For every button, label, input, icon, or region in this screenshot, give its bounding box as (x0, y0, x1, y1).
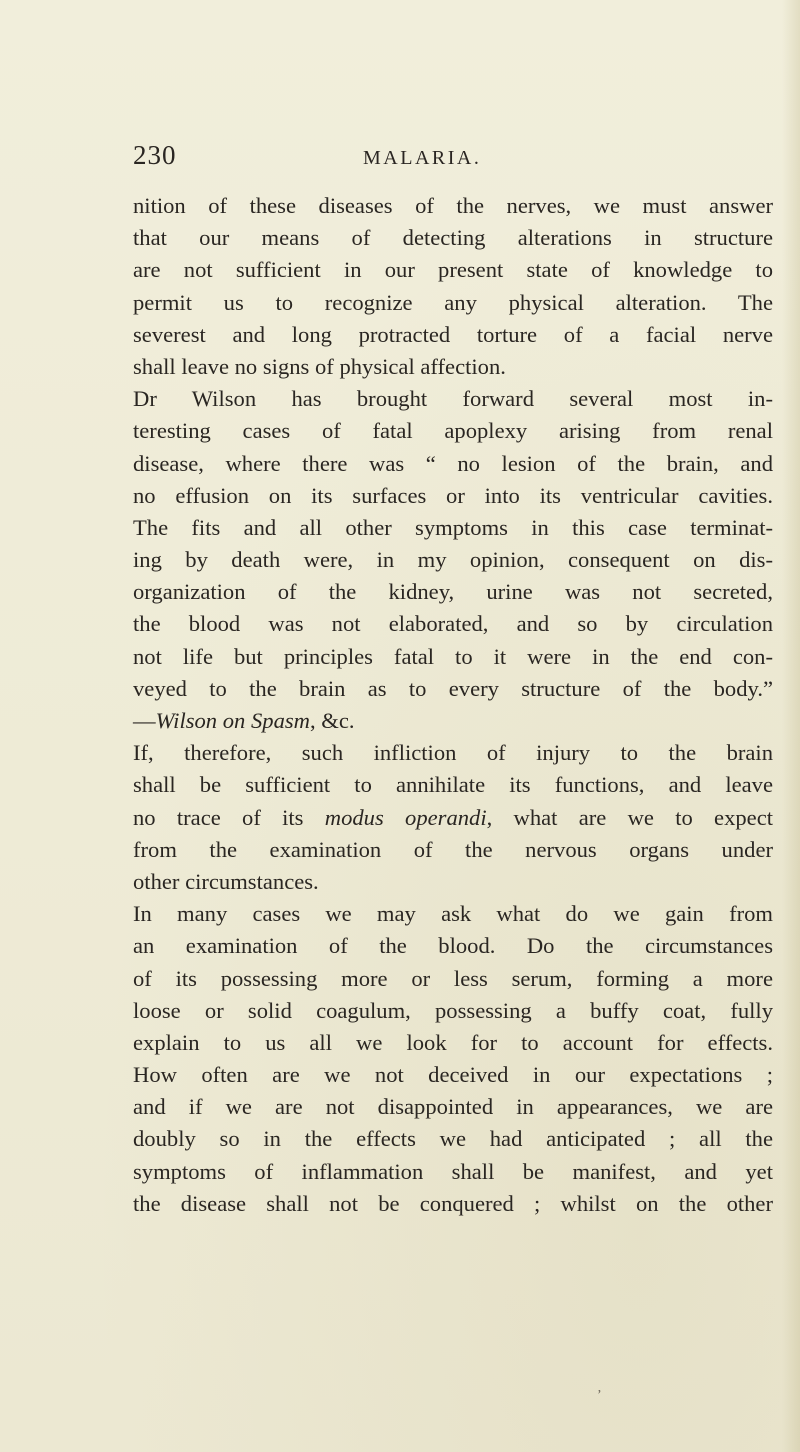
text-line: from the examination of the nervous organs under (133, 836, 773, 862)
text-line: and if we are not disappointed in appearances, we are (133, 1094, 773, 1120)
running-head: MALARIA. (363, 147, 482, 169)
text-line: Dr Wilson has brought forward several most in- (133, 386, 773, 412)
text-line: In many cases we may ask what do we gain from (133, 901, 773, 927)
text-line: the blood was not elaborated, and so by circulation (133, 611, 773, 637)
text-line: symptoms of inflammation shall be manifest, and yet (133, 1158, 773, 1184)
text-line: ing by death were, in my opinion, consequent on dis- (133, 547, 773, 573)
text-line: the disease shall not be conquered ; whilst on the other (133, 1190, 773, 1216)
citation-source: Wilson on Spasm (155, 708, 310, 733)
stray-mark: ’ (597, 1388, 602, 1403)
text-line: of its possessing more or less serum, forming a more (133, 965, 773, 991)
page-number: 230 (133, 140, 177, 170)
text-line: nition of these diseases of the nerves, we must answer (133, 193, 773, 218)
text-fragment: , what are we to expect (486, 804, 773, 830)
text-line: loose or solid coagulum, possessing a buffy coat, fully (133, 997, 773, 1023)
text-line: an examination of the blood. Do the circumstances (133, 933, 773, 959)
text-line: veyed to the brain as to every structure of the body.” (133, 675, 773, 701)
text-line: other circumstances. (133, 868, 319, 894)
text-line: If, therefore, such infliction of injury to the brain (133, 740, 773, 766)
text-fragment: no trace of its (133, 804, 325, 830)
citation-line (133, 705, 773, 737)
text-line: teresting cases of fatal apoplexy arising from renal (133, 418, 773, 444)
text-line: doubly so in the effects we had anticipated ; all the (133, 1126, 773, 1152)
page-edge-shading (782, 0, 800, 1452)
text-line: explain to us all we look for to account for effects. (133, 1029, 773, 1055)
text-line: severest and long protracted torture of a facial nerve (133, 321, 773, 347)
text-line: shall leave no signs of physical affection. (133, 353, 506, 379)
text-line: disease, where there was “ no lesion of the brain, and (133, 450, 773, 476)
text-line: not life but principles fatal to it were in the end con- (133, 643, 773, 669)
text-line: shall be sufficient to annihilate its functions, and leave (133, 772, 773, 798)
text-line: that our means of detecting alterations in structure (133, 225, 773, 251)
text-line (133, 802, 773, 834)
text-line: How often are we not deceived in our expectations ; (133, 1062, 773, 1088)
text-line: The fits and all other symptoms in this case terminat- (133, 514, 773, 540)
citation-suffix: , &c. (310, 708, 355, 733)
page-header (133, 140, 773, 180)
text-line: permit us to recognize any physical alteration. The (133, 289, 773, 315)
citation-dash: — (133, 708, 156, 733)
text-line: are not sufficient in our present state of knowledge to (133, 257, 773, 283)
body-text (133, 190, 773, 1220)
text-line: no effusion on its surfaces or into its ventricular cavities. (133, 482, 773, 508)
italic-phrase: modus operandi (324, 804, 487, 830)
text-line: organization of the kidney, urine was not secreted, (133, 579, 773, 605)
